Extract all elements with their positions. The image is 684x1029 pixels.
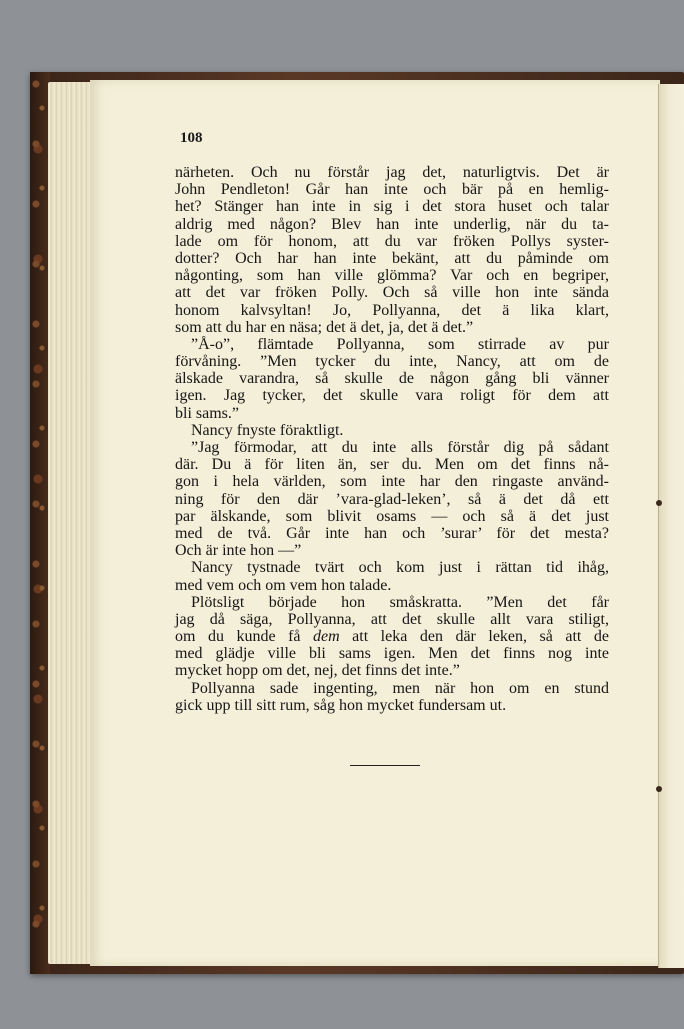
text-line: ”Jag förmodar, att du inte alls förstår dig på sådant bbox=[191, 439, 609, 456]
text-line: ”Å-o”, flämtade Pollyanna, som stirrade av pur bbox=[191, 335, 609, 353]
text-line: bli sams.” bbox=[175, 404, 239, 422]
binding-thread-mark bbox=[656, 500, 662, 506]
text-line: igen. Jag tycker, det skulle vara roligt för dem att bbox=[175, 387, 609, 405]
text-line: som att du har en näsa; det ä det, ja, det ä det.” bbox=[175, 318, 474, 336]
text-line: Plötsligt började hon småskratta. ”Men det får bbox=[191, 593, 609, 611]
text-line: dotter? Och har han inte bekänt, att du påminde om bbox=[175, 249, 609, 267]
text-line: med glädje ville bli sams igen. Men det finns nog inte bbox=[175, 645, 609, 663]
text-line: att det var fröken Polly. Och så ville hon inte sända bbox=[175, 284, 609, 302]
text-line: par älskande, som blivit osams — och så ä det just bbox=[175, 507, 609, 525]
text-line: med de två. Går inte han och ’surar’ för det mesta? bbox=[175, 524, 609, 542]
text-line: älskade varandra, så skulle de någon gång bli vänner bbox=[175, 370, 609, 388]
text-line: Nancy fnyste föraktligt. bbox=[191, 421, 344, 439]
text-line: lade om för honom, att du var fröken Pollys syster- bbox=[175, 232, 609, 250]
binding-thread-mark bbox=[656, 786, 662, 792]
text-line: mycket hopp om det, nej, det finns det inte.” bbox=[175, 662, 460, 680]
page-number: 108 bbox=[180, 130, 203, 146]
text-line: närheten. Och nu förstår jag det, naturligtvis. Det är bbox=[175, 164, 609, 181]
emphasis: dem bbox=[313, 628, 340, 646]
text-line: jag då säga, Pollyanna, att det skulle allt vara stiligt, bbox=[175, 610, 609, 628]
text-line: honom kalvsyltan! Jo, Pollyanna, det ä lika klart, bbox=[175, 301, 609, 319]
text-line: ning för den där ’vara-glad-leken’, så ä det då ett bbox=[175, 490, 609, 508]
book-spine-marbling bbox=[30, 72, 50, 974]
text-line: gon i hela världen, som inte har den ringaste använd- bbox=[175, 473, 609, 491]
text-line: gick upp till sitt rum, såg hon mycket fundersam ut. bbox=[175, 696, 507, 714]
page-text bbox=[175, 164, 609, 714]
text-line: aldrig med någon? Blev han inte underlig, när du ta- bbox=[175, 215, 609, 233]
left-page-edges bbox=[48, 82, 94, 964]
text-line: någonting, som han ville glömma? Var och en begriper, bbox=[175, 267, 609, 285]
text-line: het? Stänger han inte in sig i det stora huset och talar bbox=[175, 198, 609, 216]
text-line: förvåning. ”Men tycker du inte, Nancy, att om de bbox=[175, 353, 609, 371]
text-line: Nancy tystnade tvärt och kom just i rättan tid ihåg, bbox=[191, 559, 609, 577]
text-line: John Pendleton! Går han inte och bär på en hemlig- bbox=[175, 181, 609, 199]
text-line: där. Du ä för liten än, ser du. Men om det finns nå- bbox=[175, 456, 609, 474]
text-line: om du kunde få dem att leka den där leken, så att de bbox=[175, 628, 609, 646]
text-line: med vem och om vem hon talade. bbox=[175, 576, 392, 594]
text-line: Och är inte hon —” bbox=[175, 542, 302, 560]
text-line: Pollyanna sade ingenting, men när hon om en stund bbox=[191, 679, 609, 697]
chapter-end-rule bbox=[350, 765, 420, 766]
right-page-edge bbox=[658, 84, 684, 968]
